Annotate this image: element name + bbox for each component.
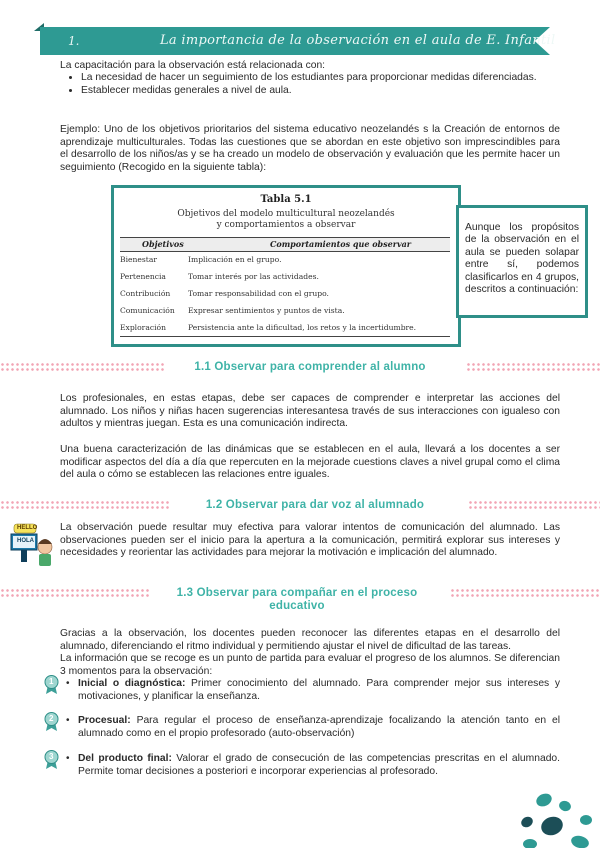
table-cell: Tomar interés por las actividades. [188, 272, 319, 281]
side-note-box: Aunque los propósitos de la observación en el aula se pueden solapar entre sí, podemos clasificarlos en 4 grupos, descritos a continuación: [456, 205, 588, 318]
table-figure [111, 185, 461, 347]
section-heading-1-1: 1.1 Observar para comprender al alumno [194, 361, 426, 373]
section3-paragraph: Gracias a la observación, los docentes pueden reconocer las diferentes etapas en el desarrollo del alumnado, diferenciando el ritmo individual y permitiendo ajustar el nivel de dificultad de las tareas. [60, 628, 560, 652]
table-cell: Persistencia ante la dificultad, los retos y la incertidumbre. [188, 323, 417, 332]
moment-item [66, 678, 560, 703]
example-paragraph: Ejemplo: Uno de los objetivos prioritarios del sistema educativo neozelandés s la Creación de entornos de aprendizaje multiculturales. Todas las cuestiones que se abordan en este objetivo son imprescindibles para el desarrollo de los niños/as y se ha creado un modelo de observación y evaluación que les permite hacer un seguimiento (Recogido en la siguiente tabla): [60, 124, 560, 173]
moment-label: Procesual: [78, 715, 131, 726]
table-cell: Comunicación [120, 306, 175, 315]
table-cell: Bienestar [120, 255, 157, 264]
medal-icon [44, 675, 59, 699]
bullet-dot-icon: • [66, 715, 70, 726]
moment-text: Para regular el proceso de enseñanza-aprendizaje focalizando la atención tanto en el alumnado como en el propio profesorado (auto-observación) [78, 715, 560, 739]
medal-number: 1 [49, 677, 54, 686]
bullet-dot-icon: • [66, 678, 70, 689]
hello-hola-icon [8, 520, 56, 570]
moment-text: Valorar el grado de consecución de las competencias prescritas en el alumnado. Permite tomar decisiones a posteriori e incorporar experiencias al profesorado. [78, 753, 561, 777]
section-heading-line: 1.3 Observar para compañar en el proceso [176, 587, 418, 599]
table-row [120, 286, 450, 303]
section-heading-1-2: 1.2 Observar para dar voz al alumnado [205, 499, 425, 511]
table-header-cell: Comportamientos que observar [270, 239, 411, 249]
moment-label: Inicial o diagnóstica: [78, 678, 186, 689]
moment-text: Primer conocimiento del alumnado. Para comprender mejor sus intereses y motivaciones, y planificar la enseñanza. [78, 678, 560, 702]
moment-item [66, 715, 560, 740]
bullet-dot-icon: • [66, 753, 70, 764]
intro-bullet-list [63, 72, 560, 97]
intro-bullet: • Establecer medidas generales a nivel de aula. [81, 85, 560, 98]
dotted-divider [468, 500, 600, 510]
table-row [120, 320, 450, 337]
section1-paragraph: Una buena caracterización de las dinámicas que se establecen en el aula, llevará a los docentes a ser modificar aspectos del día a día que repercuten en la mejorade cuestions claves a nivel grupal como el clima del aula o cómo se establecen las relaciones entre iguales. [60, 444, 560, 481]
medal-icon [44, 750, 59, 774]
icon-hello-label: HELLO [17, 525, 38, 531]
page-title: La importancia de la observación en el aula de E. Infantil [160, 33, 556, 48]
table-cell: Expresar sentimientos y puntos de vista. [188, 306, 345, 315]
table-cell: Contribución [120, 289, 171, 298]
table-subtitle-line: y comportamientos a observar [216, 220, 356, 230]
intro-lead: La capacitación para la observación está relacionada con: [60, 60, 326, 71]
table-row [120, 269, 450, 286]
dotted-divider [0, 362, 165, 372]
moment-item [66, 753, 560, 778]
dotted-divider [0, 588, 150, 598]
decorative-dots [510, 790, 600, 848]
section3-paragraph: La información que se recoge es un punto de partida para evaluar el progreso de los alumnos. Se diferencian 3 momentos para la observación: [60, 653, 560, 677]
section2-paragraph: La observación puede resultar muy efectiva para valorar intentos de comunicación del alumnado. Las observaciones pueden ser el inicio para la apertura a la comunicación, permitirá explorar sus intereses y necesidades y reorientar las actividades para mejorar la motivación e implicación del alumnado. [60, 522, 560, 559]
section-heading-1-3 [152, 587, 442, 613]
medal-number: 2 [49, 714, 54, 723]
table-cell: Tomar responsabilidad con el grupo. [188, 289, 329, 298]
table-subtitle [114, 209, 458, 231]
table-cell: Pertenencia [120, 272, 166, 281]
section-heading-line: educativo [269, 600, 325, 612]
medal-icon [44, 712, 59, 736]
intro-bullet: • La necesidad de hacer un seguimiento de los estudiantes para proporcionar medidas diferenciadas. [81, 72, 560, 85]
table-cell: Implicación en el grupo. [188, 255, 282, 264]
medal-number: 3 [49, 752, 54, 761]
table-header-cell: Objetivos [142, 239, 184, 249]
table-bottom-rule [120, 336, 450, 337]
chapter-number: 1. [68, 34, 80, 48]
table-title: Tabla 5.1 [260, 194, 312, 205]
dotted-divider [466, 362, 600, 372]
table-header-row [120, 237, 450, 252]
dotted-divider [0, 500, 170, 510]
table-row [120, 252, 450, 269]
moment-label: Del producto final: [78, 753, 172, 764]
table-cell: Exploración [120, 323, 166, 332]
table-subtitle-line: Objetivos del modelo multicultural neozelandés [177, 209, 395, 219]
dotted-divider [450, 588, 600, 598]
table-row [120, 303, 450, 320]
section1-paragraph: Los profesionales, en estas etapas, debe ser capaces de comprender e interpretar las acciones del alumnado. Los niños y niñas hacen sugerencias interesantesa través de sus interacciones con igualeso con adultos y mientras juegan. Esta es una comunicación indirecta. [60, 393, 560, 430]
icon-hola-label: HOLA [17, 538, 34, 544]
